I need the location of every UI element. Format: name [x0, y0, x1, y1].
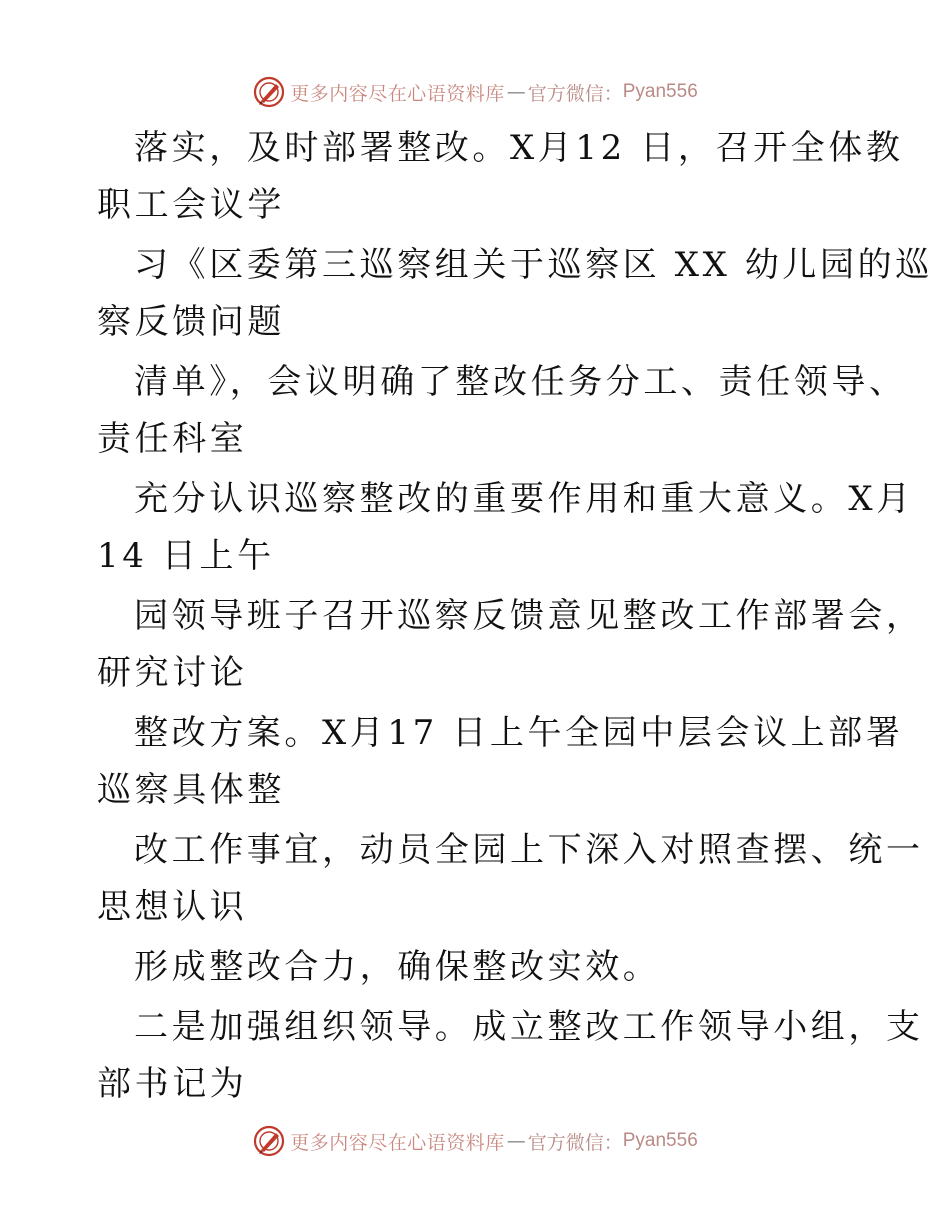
text-line: 二是加强组织领导。成立整改工作领导小组，支	[134, 1007, 924, 1047]
watermark-contact-label: 官方微信：	[527, 1131, 623, 1154]
pen-logo-icon	[252, 75, 286, 109]
watermark-text: 更多内容尽在心语资料库	[290, 82, 505, 105]
text-line: 职工会议学	[97, 185, 285, 225]
text-line: 14 日上午	[97, 536, 275, 576]
text-line: 巡察具体整	[97, 770, 285, 810]
pen-logo-icon	[252, 1124, 286, 1158]
text-line: 整改方案。X月17 日上午全园中层会议上部署	[134, 713, 904, 753]
watermark-dash: —	[506, 81, 526, 103]
text-line: 思想认识	[97, 887, 248, 927]
text-line: 形成整改合力，确保整改实效。	[134, 947, 661, 987]
watermark-text: 更多内容尽在心语资料库	[290, 1131, 505, 1154]
text-line: 习《区委第三巡察组关于巡察区 XX 幼儿园的巡	[134, 245, 933, 285]
text-line: 清单》，会议明确了整改任务分工、责任领导、	[134, 362, 907, 402]
text-line: 充分认识巡察整改的重要作用和重大意义。X月	[134, 479, 914, 519]
header-watermark	[0, 72, 950, 112]
text-line: 察反馈问题	[97, 302, 285, 342]
text-line: 落实，及时部署整改。X月12 日，召开全体教	[134, 128, 904, 168]
text-line: 园领导班子召开巡察反馈意见整改工作部署会，	[134, 596, 924, 636]
footer-watermark	[0, 1121, 950, 1161]
text-line: 部书记为	[97, 1064, 248, 1104]
text-line: 改工作事宜，动员全园上下深入对照查摆、统一	[134, 830, 924, 870]
watermark-dash: —	[506, 1130, 526, 1152]
text-line: 研究讨论	[97, 653, 248, 693]
watermark-contact-id: Pyan556	[622, 1130, 698, 1151]
watermark-contact-id: Pyan556	[622, 81, 698, 102]
watermark-contact-label: 官方微信：	[527, 82, 623, 105]
text-line: 责任科室	[97, 419, 248, 459]
